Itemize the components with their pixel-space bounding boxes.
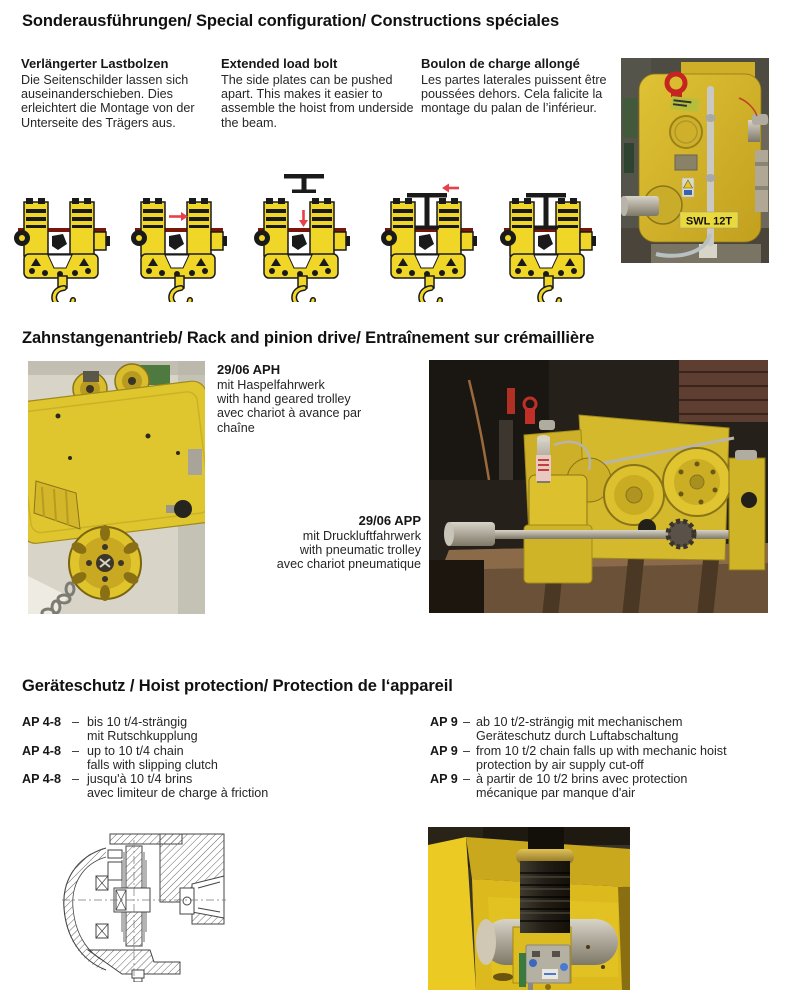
spec-row (430, 744, 790, 773)
app-line: avec chariot pneumatique (276, 557, 421, 572)
section2-title: Zahnstangenantrieb/ Rack and pinion drive/ Entraînement sur crémaillière (22, 329, 595, 347)
text-column-french (421, 57, 613, 116)
spec-line: mécanique par manque d'air (476, 786, 636, 801)
red-down-arrow-icon (299, 210, 308, 227)
spec-row (430, 772, 790, 801)
spec-line: from 10 t/2 chain falls up with mechanic hoist (476, 743, 727, 758)
aph-model: 29/06 APH (217, 362, 281, 377)
column-heading: Boulon de charge allongé (421, 56, 580, 71)
trolley-diagram-3 (254, 170, 354, 302)
spec-line: Geräteschutz durch Luftabschaltung (476, 729, 679, 744)
red-right-arrow-icon (169, 212, 188, 221)
aph-line: avec chariot à avance par (217, 406, 362, 421)
text-column-english (221, 57, 416, 130)
spec-line: bis 10 t/4-strängig (87, 715, 188, 729)
spec-dash: – (72, 715, 80, 729)
trolley-diagram-5 (500, 170, 600, 302)
aph-line: chaîne (217, 420, 255, 435)
spec-row (22, 772, 402, 801)
app-line: with pneumatic trolley (299, 542, 421, 557)
spec-dash: – (72, 743, 80, 758)
trolley-diagram-1 (14, 170, 114, 302)
spec-row (22, 715, 402, 744)
spec-line: mit Rutschkupplung (87, 729, 198, 744)
spec-label: AP 4-8 (22, 772, 61, 787)
spec-label: AP 9 (430, 772, 458, 787)
spec-label: AP 4-8 (22, 715, 61, 729)
spec-row (22, 744, 402, 773)
spec-line: ab 10 t/2-strängig mit mechanischem (476, 715, 683, 729)
column-heading: Extended load bolt (221, 56, 338, 71)
app-line: mit Druckluftfahrwerk (302, 528, 421, 543)
column-body: Les partes laterales puissent être poussées dehors. Cela falicite la montage du palan de l’inférieur. (421, 72, 607, 116)
spec-dash: – (463, 772, 471, 787)
extended-load-bolt-photo (621, 58, 769, 263)
pneumatic-trolley-photo (429, 360, 768, 613)
hand-geared-trolley-photo (28, 361, 205, 614)
section1-title: Sonderausführungen/ Special configuration/ Constructions spéciales (22, 12, 560, 30)
beam-above-icon (284, 174, 324, 193)
column-heading: Verlängerter Lastbolzen (21, 56, 169, 71)
spec-list-ap48 (22, 715, 402, 801)
spec-line: jusqu'à 10 t/4 brins (87, 772, 193, 787)
spec-label: AP 9 (430, 743, 458, 758)
section3-title: Geräteschutz / Hoist protection/ Protection de l‘appareil (22, 677, 453, 695)
spec-line: à partir de 10 t/2 brins avec protection (476, 772, 688, 787)
aph-line: mit Haspelfahrwerk (217, 377, 325, 392)
swl-label: SWL 12T (685, 215, 733, 228)
app-model: 29/06 APP (358, 513, 421, 528)
hoist-protection-photo (428, 827, 630, 990)
aph-line: with hand geared trolley (217, 391, 351, 406)
column-body: Die Seitenschilder lassen sich auseinanderschieben. Dies erleichtert die Montage von der Unterseite des Trägers aus. (21, 72, 195, 130)
app-caption (230, 514, 421, 572)
slipping-clutch-drawing (62, 832, 226, 982)
spec-dash: – (463, 743, 471, 758)
spec-line: avec limiteur de charge à friction (87, 786, 269, 801)
spec-line: up to 10 t/4 chain (87, 743, 184, 758)
column-body: The side plates can be pushed apart. This makes it easier to assemble the hoist from underside the beam. (221, 72, 414, 130)
trolley-diagram-4 (381, 170, 481, 302)
spec-line: protection by air supply cut-off (476, 757, 644, 772)
aph-caption (217, 363, 407, 435)
spec-label: AP 4-8 (22, 743, 61, 758)
spec-list-ap9 (430, 715, 790, 801)
spec-dash: – (72, 772, 80, 787)
spec-line: falls with slipping clutch (87, 757, 218, 772)
text-column-german (21, 57, 216, 130)
spec-dash: – (463, 715, 471, 729)
spec-row (430, 715, 790, 744)
trolley-diagram-2 (131, 170, 231, 302)
red-left-arrow-icon (442, 184, 459, 193)
spec-label: AP 9 (430, 715, 458, 729)
